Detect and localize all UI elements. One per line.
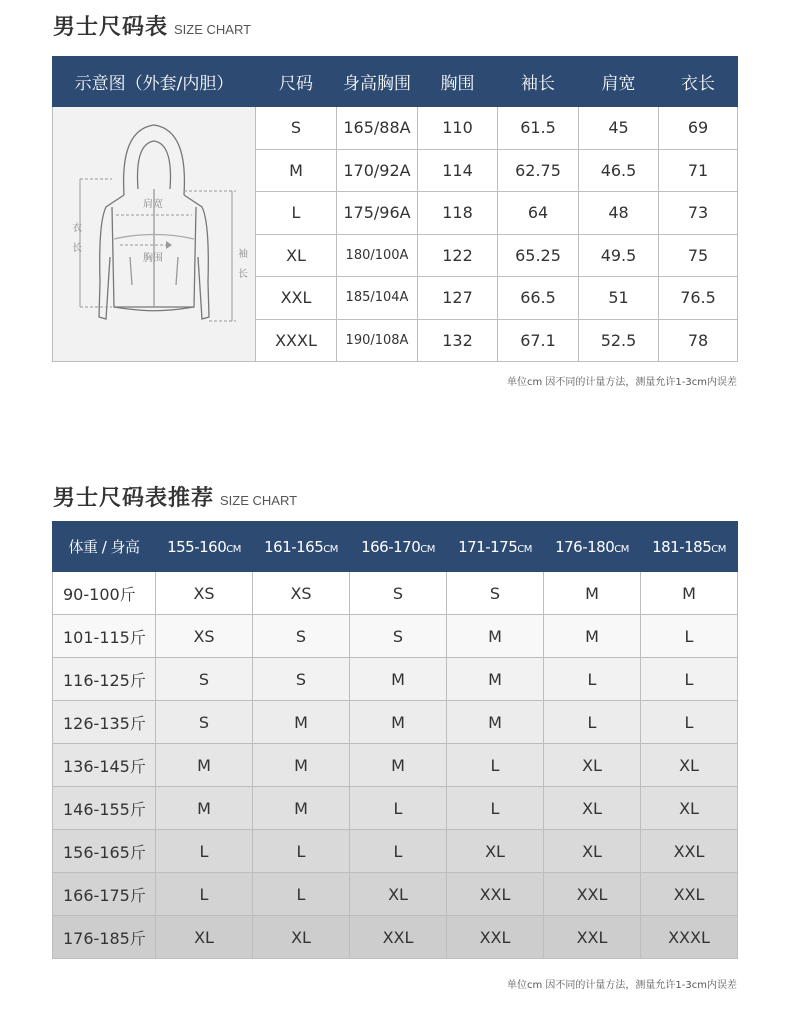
shoulder-cell: 45 (579, 107, 659, 150)
jacket-illustration (54, 107, 255, 357)
shoulder-cell: 46.5 (579, 149, 659, 192)
recommended-size-cell: XL (156, 916, 253, 959)
recommend-row (53, 701, 738, 744)
recommended-size-cell: XL (447, 830, 544, 873)
height-chest-cell: 165/88A (337, 107, 418, 150)
recommended-size-cell: S (350, 572, 447, 615)
size-chart-title-en: SIZE CHART (174, 22, 252, 37)
recommended-size-cell: XXL (544, 873, 641, 916)
measurement-note: 单位cm 因不同的计量方法，测量允许1-3cm内误差 (507, 377, 737, 388)
shoulder-cell: 48 (579, 192, 659, 235)
size-cell: XXXL (256, 319, 337, 362)
size-chart-title (53, 10, 251, 41)
recommend-row (53, 873, 738, 916)
recommended-size-cell: L (544, 658, 641, 701)
recommended-size-cell: L (253, 830, 350, 873)
chest-cell: 122 (418, 234, 498, 277)
header-height-155-160: 155-160CM (156, 522, 253, 572)
chest-cell: 132 (418, 319, 498, 362)
shoulder-cell: 51 (579, 277, 659, 320)
recommended-size-cell: S (253, 615, 350, 658)
size-recommend-title-en: SIZE CHART (220, 493, 298, 508)
svg-text:肩宽: 肩宽 (142, 199, 163, 210)
size-table-row (53, 107, 738, 150)
weight-cell: 156-165斤 (53, 830, 156, 873)
recommended-size-cell: XL (253, 916, 350, 959)
size-cell: M (256, 149, 337, 192)
height-chest-cell: 170/92A (337, 149, 418, 192)
recommended-size-cell: S (253, 658, 350, 701)
chest-cell: 110 (418, 107, 498, 150)
jacket-diagram (53, 107, 256, 362)
recommended-size-cell: XS (156, 572, 253, 615)
recommend-header-row (53, 522, 738, 572)
recommended-size-cell: M (350, 701, 447, 744)
recommended-size-cell: M (253, 701, 350, 744)
recommend-row (53, 658, 738, 701)
header-height-chest: 身高胸围 (337, 57, 418, 107)
recommend-row (53, 830, 738, 873)
sleeve-cell: 65.25 (498, 234, 579, 277)
header-height-171-175: 171-175CM (447, 522, 544, 572)
recommended-size-cell: S (156, 701, 253, 744)
recommended-size-cell: M (350, 744, 447, 787)
length-cell: 78 (659, 319, 738, 362)
shoulder-cell: 49.5 (579, 234, 659, 277)
header-diagram: 示意图（外套/内胆） (53, 57, 256, 107)
size-cell: S (256, 107, 337, 150)
recommended-size-cell: M (447, 658, 544, 701)
size-recommend-title (53, 481, 297, 512)
sleeve-cell: 67.1 (498, 319, 579, 362)
sleeve-cell: 66.5 (498, 277, 579, 320)
recommend-row (53, 744, 738, 787)
weight-cell: 126-135斤 (53, 701, 156, 744)
recommended-size-cell: M (447, 615, 544, 658)
shoulder-cell: 52.5 (579, 319, 659, 362)
recommended-size-cell: XL (350, 873, 447, 916)
recommended-size-cell: M (253, 787, 350, 830)
recommended-size-cell: XL (544, 830, 641, 873)
recommended-size-cell: L (447, 744, 544, 787)
weight-cell: 116-125斤 (53, 658, 156, 701)
size-chart-title-cn: 男士尺码表 (53, 15, 169, 40)
recommended-size-cell: XXL (447, 916, 544, 959)
recommended-size-cell: L (156, 830, 253, 873)
header-height-161-165: 161-165CM (253, 522, 350, 572)
recommended-size-cell: L (156, 873, 253, 916)
header-height-181-185: 181-185CM (641, 522, 738, 572)
recommended-size-cell: XXXL (641, 916, 738, 959)
size-measurement-table (52, 56, 738, 362)
weight-cell: 136-145斤 (53, 744, 156, 787)
svg-text:衣长: 衣长 (71, 223, 82, 254)
height-chest-cell: 180/100A (337, 234, 418, 277)
recommended-size-cell: L (253, 873, 350, 916)
recommended-size-cell: M (544, 615, 641, 658)
recommended-size-cell: L (350, 830, 447, 873)
recommended-size-cell: M (350, 658, 447, 701)
header-weight-height: 体重 / 身高 (53, 522, 156, 572)
sleeve-cell: 64 (498, 192, 579, 235)
recommended-size-cell: S (156, 658, 253, 701)
recommended-size-cell: XXL (641, 873, 738, 916)
chest-cell: 127 (418, 277, 498, 320)
recommended-size-cell: L (544, 701, 641, 744)
recommended-size-cell: M (253, 744, 350, 787)
header-size: 尺码 (256, 57, 337, 107)
length-cell: 76.5 (659, 277, 738, 320)
header-chest: 胸围 (418, 57, 498, 107)
recommend-note: 单位cm 因不同的计量方法，测量允许1-3cm内误差 (507, 980, 737, 991)
recommended-size-cell: M (544, 572, 641, 615)
recommended-size-cell: XXL (350, 916, 447, 959)
chest-cell: 114 (418, 149, 498, 192)
length-cell: 69 (659, 107, 738, 150)
recommend-row (53, 615, 738, 658)
header-sleeve: 袖长 (498, 57, 579, 107)
size-cell: XXL (256, 277, 337, 320)
recommended-size-cell: XS (253, 572, 350, 615)
recommended-size-cell: XL (544, 787, 641, 830)
length-cell: 75 (659, 234, 738, 277)
header-shoulder: 肩宽 (579, 57, 659, 107)
sleeve-cell: 62.75 (498, 149, 579, 192)
recommended-size-cell: L (447, 787, 544, 830)
svg-text:袖长: 袖长 (237, 249, 248, 280)
height-chest-cell: 175/96A (337, 192, 418, 235)
recommended-size-cell: M (156, 744, 253, 787)
size-table-header-row (53, 57, 738, 107)
header-height-166-170: 166-170CM (350, 522, 447, 572)
recommended-size-cell: XXL (544, 916, 641, 959)
recommended-size-cell: XXL (447, 873, 544, 916)
svg-text:胸围: 胸围 (142, 253, 163, 264)
weight-cell: 101-115斤 (53, 615, 156, 658)
weight-cell: 146-155斤 (53, 787, 156, 830)
chest-cell: 118 (418, 192, 498, 235)
recommended-size-cell: XL (641, 787, 738, 830)
size-recommend-title-cn: 男士尺码表推荐 (53, 486, 215, 511)
recommended-size-cell: L (350, 787, 447, 830)
recommended-size-cell: M (156, 787, 253, 830)
weight-cell: 176-185斤 (53, 916, 156, 959)
recommended-size-cell: XL (544, 744, 641, 787)
size-recommend-table (52, 521, 738, 959)
recommend-row (53, 572, 738, 615)
header-height-176-180: 176-180CM (544, 522, 641, 572)
sleeve-cell: 61.5 (498, 107, 579, 150)
recommend-row (53, 787, 738, 830)
recommend-row (53, 916, 738, 959)
height-chest-cell: 190/108A (337, 319, 418, 362)
weight-cell: 166-175斤 (53, 873, 156, 916)
recommended-size-cell: L (641, 615, 738, 658)
recommended-size-cell: XL (641, 744, 738, 787)
size-cell: XL (256, 234, 337, 277)
recommended-size-cell: XS (156, 615, 253, 658)
recommended-size-cell: XXL (641, 830, 738, 873)
recommended-size-cell: L (641, 701, 738, 744)
recommended-size-cell: S (350, 615, 447, 658)
size-cell: L (256, 192, 337, 235)
header-length: 衣长 (659, 57, 738, 107)
recommended-size-cell: M (641, 572, 738, 615)
length-cell: 71 (659, 149, 738, 192)
recommended-size-cell: S (447, 572, 544, 615)
length-cell: 73 (659, 192, 738, 235)
recommended-size-cell: L (641, 658, 738, 701)
weight-cell: 90-100斤 (53, 572, 156, 615)
height-chest-cell: 185/104A (337, 277, 418, 320)
recommended-size-cell: M (447, 701, 544, 744)
